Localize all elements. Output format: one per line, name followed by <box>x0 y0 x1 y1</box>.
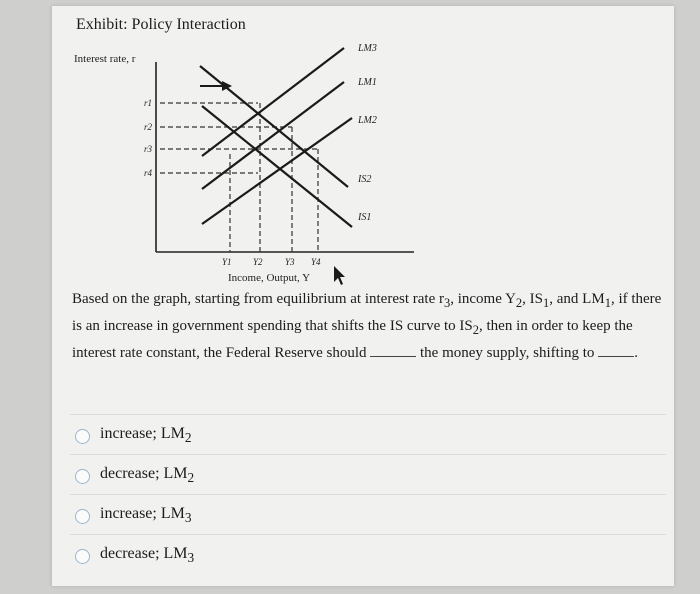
y-tick-r1: r1 <box>144 98 153 108</box>
label-lm3: LM3 <box>358 43 377 54</box>
is-lm-graph <box>52 6 674 296</box>
label-lm1: LM1 <box>358 77 377 88</box>
divider <box>70 494 666 495</box>
mouse-cursor-icon <box>334 266 345 285</box>
x-tick-y3: Y3 <box>285 257 295 267</box>
x-tick-y2: Y2 <box>253 257 263 267</box>
question-card <box>52 6 674 586</box>
radio-button[interactable] <box>75 549 90 564</box>
exhibit-title: Exhibit: Policy Interaction <box>76 16 246 33</box>
horizontal-guides <box>160 103 318 173</box>
label-is1: IS1 <box>358 212 372 223</box>
y-tick-r4: r4 <box>144 168 153 178</box>
option-increase-lm3[interactable] <box>72 500 662 532</box>
option-label: increase; $LM_3$ <box>100 505 192 526</box>
y-axis-label: Interest rate, r <box>74 53 136 65</box>
option-label: decrease; $LM_2$ <box>100 465 195 486</box>
radio-button[interactable] <box>75 469 90 484</box>
radio-button[interactable] <box>75 509 90 524</box>
y-tick-r2: r2 <box>144 122 153 132</box>
divider <box>70 454 666 455</box>
label-is2: IS2 <box>358 174 372 185</box>
y-tick-r3: r3 <box>144 144 153 154</box>
label-lm2: LM2 <box>358 115 377 126</box>
option-increase-lm2[interactable] <box>72 420 662 452</box>
answer-blank-1 <box>370 342 416 357</box>
option-label: decrease; $LM_3$ <box>100 545 195 566</box>
option-label: increase; $LM_2$ <box>100 425 192 446</box>
x-tick-y4: Y4 <box>311 257 321 267</box>
option-decrease-lm2[interactable] <box>72 460 662 492</box>
x-axis-label: Income, Output, Y <box>228 272 311 284</box>
question-text: Based on the graph, starting from equilibrium at interest rate $r_3$, income $Y_2$, $IS_1$, and $LM_1$, if there is an increase in government spending that shifts the IS curve to $IS_2$, then in order to keep the interest rate constant, the Federal Reserve should the money supply, shifting to . <box>72 291 662 361</box>
x-tick-y1: Y1 <box>222 257 232 267</box>
divider <box>70 534 666 535</box>
answer-blank-2 <box>598 342 634 357</box>
radio-button[interactable] <box>75 429 90 444</box>
divider <box>70 414 666 415</box>
option-decrease-lm3[interactable] <box>72 540 662 572</box>
